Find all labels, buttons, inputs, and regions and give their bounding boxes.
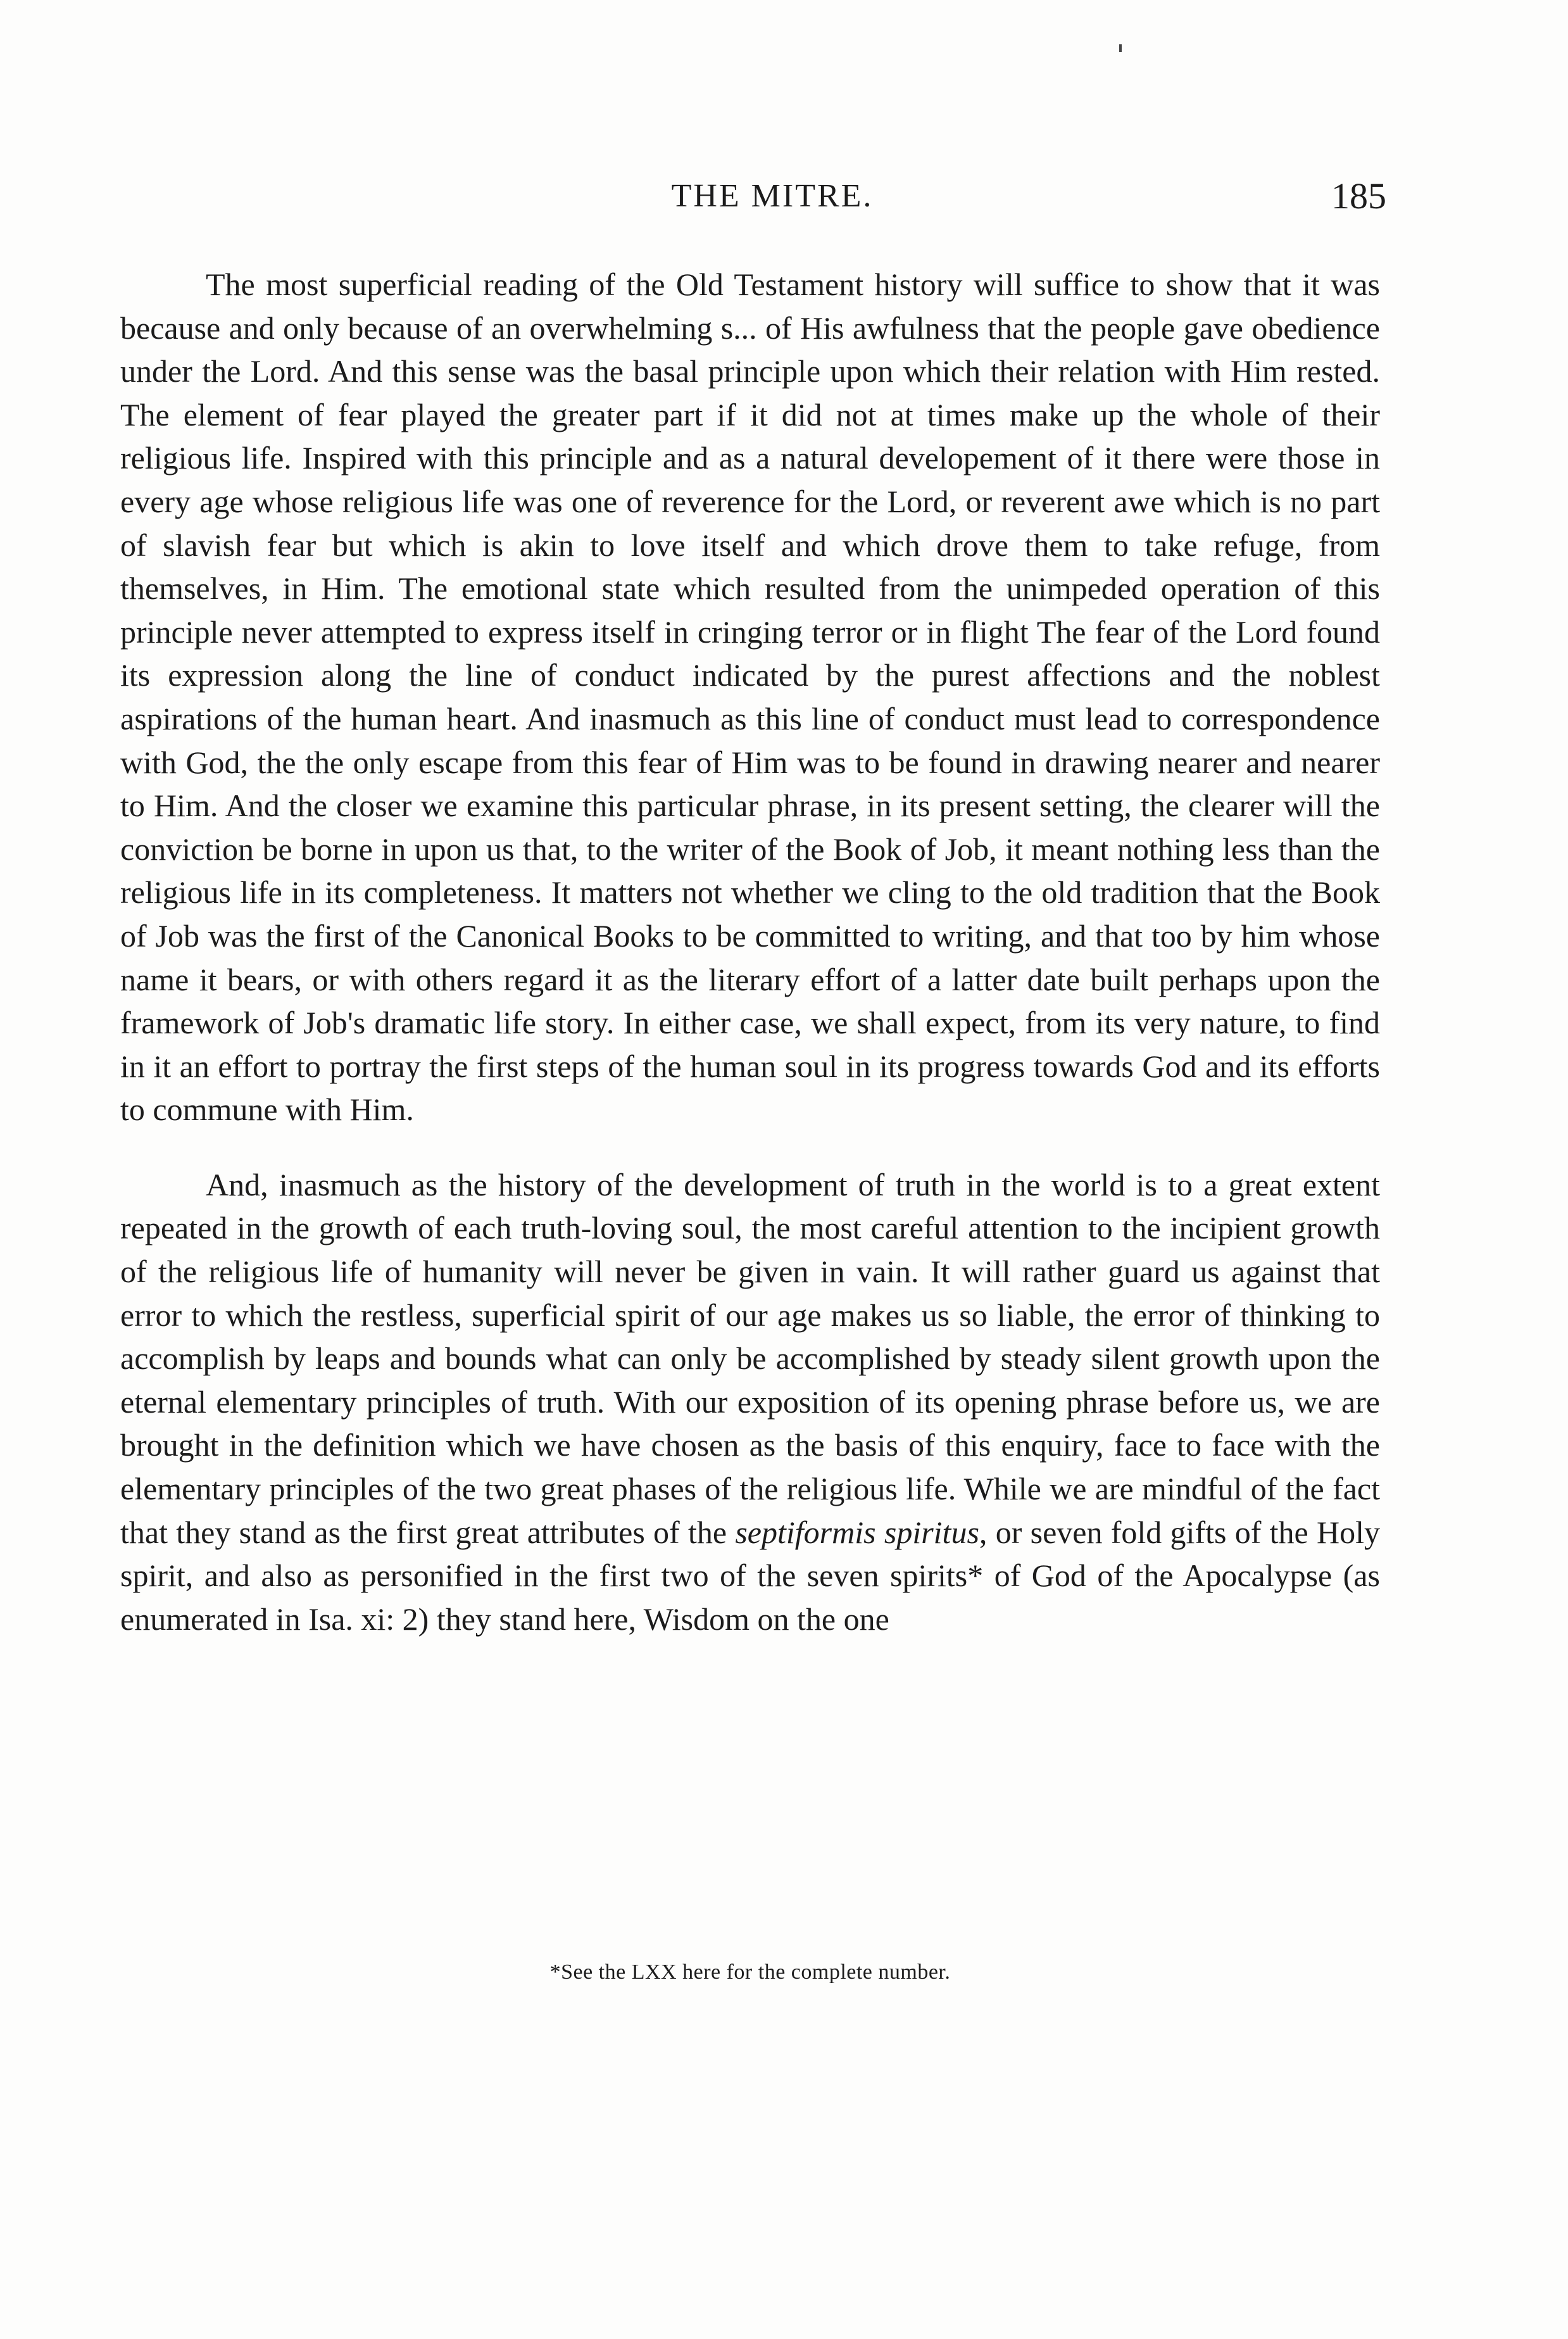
print-speck [1119, 44, 1122, 52]
paragraph-2 [120, 1163, 1380, 1641]
footnote: *See the LXX here for the complete number. [549, 1960, 951, 1984]
page-number: 185 [1331, 175, 1386, 217]
body-text [120, 263, 1380, 1641]
latin-phrase: septiformis spiritus [735, 1514, 979, 1550]
paragraph-2-text-start: And, inasmuch as the history of the development of truth in the world is to a great extent repeated in the growth of each truth-loving soul, the most careful attention to the incipient growth of the religious life of humanity will never be given in vain. It will rather guard us against that error to which the restless, superficial spirit of our age makes us so liable, the error of thinking to accomplish by leaps and bounds what can only be accomplished by steady silent growth upon the eternal elementary principles of truth. With our exposition of its opening phrase before us, we are brought in the definition which we have chosen as the basis of this enquiry, face to face with the elementary principles of the two great phases of the religious life. While we are mindful of the fact that they stand as the first great attributes of the [120, 1166, 1380, 1550]
page-header [120, 171, 1386, 228]
running-title: THE MITRE. [671, 178, 874, 214]
paragraph-1: The most superficial reading of the Old Testament history will suffice to show that it was because and only because of an overwhelming s... of His awfulness that the people gave obedience under the Lord. And this sense was the basal principle upon which their relation with Him rested. The element of fear played the greater part if it did not at times make up the whole of their religious life. Inspired with this principle and as a natural developement of it there were those in every age whose religious life was one of reverence for the Lord, or reverent awe which is no part of slavish fear but which is akin to love itself and which drove them to take refuge, from themselves, in Him. The emotional state which resulted from the unimpeded operation of this principle never attempted to express itself in cringing terror or in flight The fear of the Lord found its expression along the line of conduct indicated by the purest affections and the noblest aspirations of the human heart. And inasmuch as this line of conduct must lead to correspondence with God, the the only escape from this fear of Him was to be found in drawing nearer and nearer to Him. And the closer we examine this particular phrase, in its present setting, the clearer will the conviction be borne in upon us that, to the writer of the Book of Job, it meant nothing less than the religious life in its completeness. It matters not whether we cling to the old tradition that the Book of Job was the first of the Canonical Books to be committed to writing, and that too by him whose name it bears, or with others regard it as the literary effort of a latter date built perhaps upon the framework of Job's dramatic life story. In either case, we shall expect, from its very nature, to find in it an effort to portray the first steps of the human soul in its progress towards God and its efforts to commune with Him. [120, 267, 1380, 1128]
paragraph-2-text-end: , or seven fold gifts of the Holy spirit, and also as personified in the first two of the seven spirits* of God of the Apocalypse (as enumerated in Isa. xi: 2) they stand here, Wisdom on the one [120, 1514, 1380, 1637]
